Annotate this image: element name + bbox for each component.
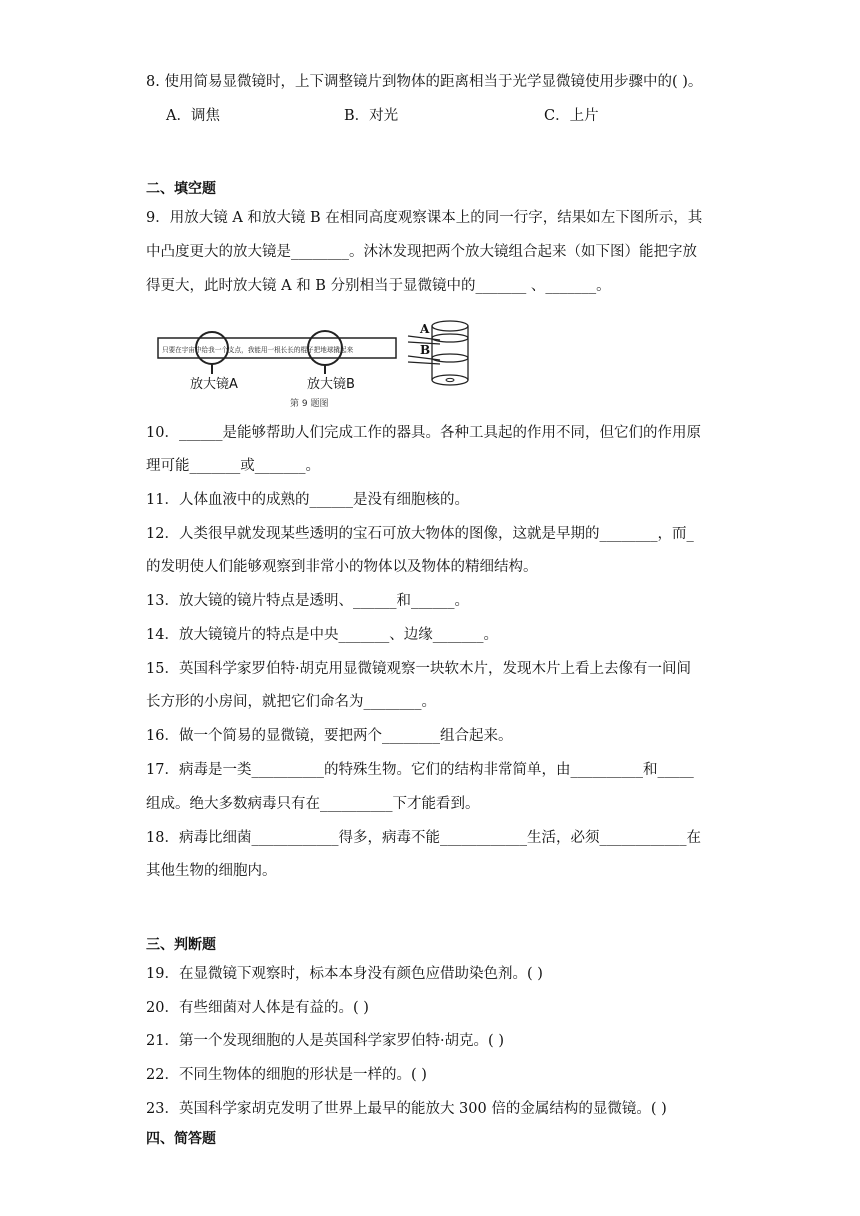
q12-line-2: 的发明使人们能够观察到非常小的物体以及物体的精细结构。	[146, 559, 538, 575]
q9-line-1: 9．用放大镜 A 和放大镜 B 在相同高度观察课本上的同一行字，结果如左下图所示，其	[146, 210, 703, 226]
q9-line-2: 中凸度更大的放大镜是________。沐沐发现把两个放大镜组合起来（如下图）能把字放	[146, 244, 697, 260]
q23-line: 23．英国科学家胡克发明了世界上最早的能放大 300 倍的金属结构的显微镜。( )	[146, 1101, 667, 1117]
section-title-short-answer: 四、简答题	[146, 1131, 216, 1147]
q8-option-c: C．上片	[544, 108, 599, 124]
q16-line: 16．做一个简易的显微镜，要把两个________组合起来。	[146, 728, 513, 744]
q18-line-2: 其他生物的细胞内。	[146, 863, 277, 879]
q20-line: 20．有些细菌对人体是有益的。( )	[146, 1000, 369, 1016]
q13-line: 13．放大镜的镜片特点是透明、______和______。	[146, 593, 469, 609]
q18-line-1: 18．病毒比细菌____________得多，病毒不能____________生活，必须____________在	[146, 830, 701, 846]
section-title-true-false: 三、判断题	[146, 937, 216, 953]
section-title-fill-blank: 二、填空题	[146, 181, 216, 197]
magnifier-figure-svg	[150, 318, 500, 409]
magnifier-a-label: 放大镜A	[190, 377, 238, 392]
q14-line: 14．放大镜镜片的特点是中央_______、边缘_______。	[146, 627, 498, 643]
q15-line-2: 长方形的小房间，就把它们命名为________。	[146, 694, 436, 710]
q22-line: 22．不同生物体的细胞的形状是一样的。( )	[146, 1067, 427, 1083]
q8-option-b: B．对光	[344, 108, 399, 124]
q11-line: 11．人体血液中的成熟的______是没有细胞核的。	[146, 492, 469, 508]
q8-option-a: A．调焦	[166, 108, 220, 124]
q21-line: 21．第一个发现细胞的人是英国科学家罗伯特·胡克。( )	[146, 1033, 504, 1049]
q17-line-1: 17．病毒是一类__________的特殊生物。它们的结构非常简单，由__________和_____	[146, 762, 694, 778]
figure-caption: 第 9 题图	[290, 399, 329, 409]
q10-line-2: 理可能_______或_______。	[146, 458, 320, 474]
magnifier-b-label: 放大镜B	[307, 377, 355, 392]
q9-figure	[150, 318, 500, 409]
tube-label-b: B	[420, 343, 431, 357]
q19-line: 19．在显微镜下观察时，标本本身没有颜色应借助染色剂。( )	[146, 966, 543, 982]
tube-label-a: A	[420, 322, 430, 336]
q8-stem: 8. 使用简易显微镜时，上下调整镜片到物体的距离相当于光学显微镜使用步骤中的( )。	[146, 74, 703, 90]
q10-line-1: 10．______是能够帮助人们完成工作的器具。各种工具起的作用不同，但它们的作用原	[146, 425, 701, 441]
q12-line-1: 12．人类很早就发现某些透明的宝石可放大物体的图像，这就是早期的________，而_	[146, 526, 694, 542]
q15-line-1: 15．英国科学家罗伯特·胡克用显微镜观察一块软木片，发现木片上看上去像有一间间	[146, 661, 692, 677]
q17-line-2: 组成。绝大多数病毒只有在__________下才能看到。	[146, 796, 480, 812]
text-strip-label: 只要在宇宙中给我一个支点，我能用一根长长的棍子把地球撬起来	[162, 346, 354, 354]
q9-line-3: 得更大，此时放大镜 A 和 B 分别相当于显微镜中的_______ 、_______。	[146, 278, 611, 294]
